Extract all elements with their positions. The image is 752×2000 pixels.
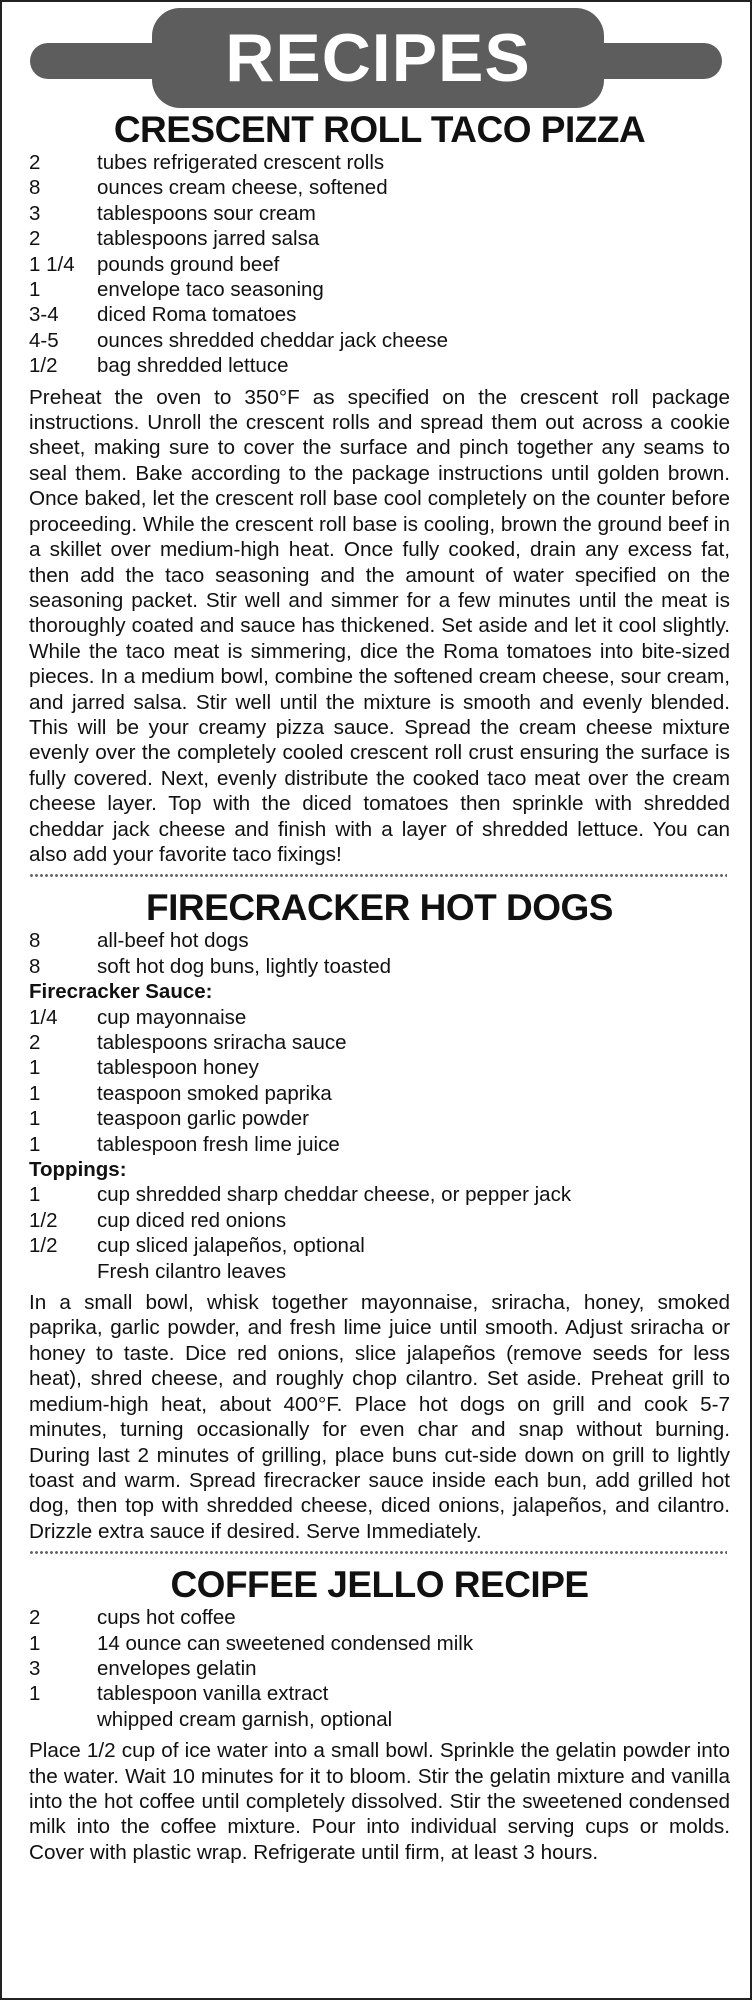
ingredient-item: tablespoons sour cream bbox=[97, 201, 316, 225]
ingredient-item: tablespoon vanilla extract bbox=[97, 1682, 329, 1706]
ingredient-row bbox=[29, 1208, 730, 1233]
ingredient-qty: 3 bbox=[29, 201, 41, 225]
recipe-firecracker-hot-dogs bbox=[2, 888, 750, 1544]
ingredient-qty: 3-4 bbox=[29, 303, 59, 327]
recipe-taco-pizza bbox=[2, 110, 750, 867]
ingredient-list bbox=[29, 1605, 730, 1732]
ingredient-row bbox=[29, 954, 730, 979]
ingredient-qty: 1 bbox=[29, 1081, 41, 1105]
ingredient-row bbox=[29, 150, 730, 175]
ingredient-qty: 1/2 bbox=[29, 1234, 58, 1258]
ingredient-row bbox=[29, 1631, 730, 1656]
ingredient-row bbox=[29, 1055, 730, 1080]
ingredient-row bbox=[29, 1605, 730, 1630]
ingredient-row bbox=[29, 201, 730, 226]
ingredient-row bbox=[29, 1005, 730, 1030]
ingredient-qty: 4-5 bbox=[29, 328, 59, 352]
ingredient-item: cups hot coffee bbox=[97, 1606, 236, 1630]
ingredient-qty: 1 bbox=[29, 1132, 41, 1156]
dotted-divider bbox=[29, 1550, 727, 1555]
ingredient-item: ounces cream cheese, softened bbox=[97, 176, 388, 200]
ingredient-item: tablespoon honey bbox=[97, 1056, 259, 1080]
rolling-pin-body bbox=[152, 8, 604, 108]
ingredient-item: all-beef hot dogs bbox=[97, 929, 249, 953]
ingredient-item: whipped cream garnish, optional bbox=[97, 1707, 393, 1731]
ingredient-item: bag shredded lettuce bbox=[97, 354, 289, 378]
ingredient-item: envelopes gelatin bbox=[97, 1656, 257, 1680]
ingredient-item: cup shredded sharp cheddar cheese, or pepper jack bbox=[97, 1183, 572, 1207]
ingredient-qty: 8 bbox=[29, 954, 41, 978]
ingredient-item: tablespoon fresh lime juice bbox=[97, 1132, 340, 1156]
ingredient-qty: 8 bbox=[29, 929, 41, 953]
ingredient-qty: 1 bbox=[29, 1682, 41, 1706]
ingredient-item: pounds ground beef bbox=[97, 252, 280, 276]
ingredient-row bbox=[29, 226, 730, 251]
ingredient-row bbox=[29, 1081, 730, 1106]
ingredient-item: soft hot dog buns, lightly toasted bbox=[97, 954, 392, 978]
recipe-directions: In a small bowl, whisk together mayonnaise, sriracha, honey, smoked paprika, garlic powder, and fresh lime juice until smooth. Adjust sriracha or honey to taste. Dice red onions, slice jalapeños (remove seeds for less heat), shred cheese, and roughly chop cilantro. Set aside. Preheat grill to medium-high heat, about 400°F. Place hot dogs on grill and cook 5-7 minutes, turning occasionally for even char and snap without burning. During last 2 minutes of grilling, place buns cut-side down on grill to lightly toast and warm. Spread firecracker sauce inside each bun, add grilled hot dog, then top with shredded cheese, diced onions, jalapeños, and cilantro. Drizzle extra sauce if desired. Serve Immediately. bbox=[29, 1291, 730, 1543]
ingredient-row bbox=[29, 1030, 730, 1055]
recipe-coffee-jello bbox=[2, 1565, 750, 1865]
ingredient-item: cup diced red onions bbox=[97, 1208, 287, 1232]
ingredient-qty bbox=[29, 1707, 97, 1732]
ingredient-qty: 1 bbox=[29, 1183, 41, 1207]
ingredient-row bbox=[29, 928, 730, 953]
sauce-heading: Firecracker Sauce: bbox=[29, 980, 213, 1004]
ingredient-item: Fresh cilantro leaves bbox=[97, 1259, 287, 1283]
ingredient-row bbox=[29, 328, 730, 353]
ingredient-item: cup mayonnaise bbox=[97, 1005, 247, 1029]
dotted-divider bbox=[29, 873, 727, 878]
ingredient-row bbox=[29, 1182, 730, 1207]
ingredient-qty bbox=[29, 1259, 97, 1284]
ingredient-row bbox=[29, 1259, 730, 1284]
ingredient-qty: 2 bbox=[29, 1606, 41, 1630]
ingredient-row bbox=[29, 1656, 730, 1681]
ingredient-row bbox=[29, 353, 730, 378]
ingredient-qty: 1/4 bbox=[29, 1005, 58, 1029]
ingredient-qty: 1 bbox=[29, 1107, 41, 1131]
ingredient-qty: 1 bbox=[29, 1631, 41, 1655]
ingredient-item: tubes refrigerated crescent rolls bbox=[97, 151, 385, 174]
ingredient-qty: 8 bbox=[29, 176, 41, 200]
ingredient-item: teaspoon smoked paprika bbox=[97, 1081, 332, 1105]
ingredient-qty: 1/2 bbox=[29, 354, 58, 378]
ingredient-list bbox=[29, 928, 730, 1284]
ingredient-row bbox=[29, 1707, 730, 1732]
ingredient-qty: 3 bbox=[29, 1656, 41, 1680]
ingredient-row bbox=[29, 1233, 730, 1258]
ingredient-item: tablespoons sriracha sauce bbox=[97, 1031, 347, 1054]
ingredient-qty: 1 bbox=[29, 278, 41, 302]
ingredient-qty: 2 bbox=[29, 227, 41, 251]
ingredient-item: diced Roma tomatoes bbox=[97, 303, 297, 327]
ingredient-row bbox=[29, 175, 730, 200]
ingredient-row bbox=[29, 1106, 730, 1131]
ingredient-qty: 2 bbox=[29, 151, 41, 174]
ingredient-qty: 1 1/4 bbox=[29, 252, 75, 276]
rolling-pin-banner bbox=[2, 2, 750, 114]
ingredient-qty: 1 bbox=[29, 1056, 41, 1080]
ingredient-list bbox=[29, 150, 730, 379]
ingredient-item: tablespoons jarred salsa bbox=[97, 227, 320, 251]
ingredient-item: 14 ounce can sweetened condensed milk bbox=[97, 1631, 474, 1655]
toppings-heading: Toppings: bbox=[29, 1158, 127, 1182]
banner-title: RECIPES bbox=[225, 20, 531, 96]
ingredient-item: ounces shredded cheddar jack cheese bbox=[97, 328, 449, 352]
ingredient-item: cup sliced jalapeños, optional bbox=[97, 1234, 365, 1258]
ingredient-item: teaspoon garlic powder bbox=[97, 1107, 309, 1131]
recipe-title: COFFEE JELLO RECIPE bbox=[170, 1564, 589, 1606]
ingredient-row bbox=[29, 252, 730, 277]
ingredient-row bbox=[29, 277, 730, 302]
ingredient-item: envelope taco seasoning bbox=[97, 278, 324, 302]
ingredient-row bbox=[29, 302, 730, 327]
recipe-title: FIRECRACKER HOT DOGS bbox=[146, 887, 613, 929]
ingredient-qty: 1/2 bbox=[29, 1208, 58, 1232]
ingredient-qty: 2 bbox=[29, 1031, 41, 1054]
recipe-title: CRESCENT ROLL TACO PIZZA bbox=[113, 109, 646, 150]
ingredient-row bbox=[29, 1681, 730, 1706]
recipe-directions: Place 1/2 cup of ice water into a small bowl. Sprinkle the gelatin powder into the water. Wait 10 minutes for it to bloom. Stir the gelatin mixture and vanilla into the hot coffee until completely dissolved. Stir the sweetened condensed milk into the coffee mixture. Pour into individual serving cups or molds. Cover with plastic wrap. Refrigerate until firm, at least 3 hours. bbox=[29, 1739, 730, 1864]
recipe-directions: Preheat the oven to 350°F as specified on the crescent roll package instructions. Unroll the crescent rolls and spread them out across a cookie sheet, making sure to cover the surface and pinch together any seams to seal them. Bake according to the package instructions until golden brown. Once baked, let the crescent roll base cool completely on the counter before proceeding. While the crescent roll base is cooling, brown the ground beef in a skillet over medium-high heat. Once fully cooked, drain any excess fat, then add the taco seasoning and the amount of water specified on the seasoning packet. Stir well and simmer for a few minutes until the meat is thoroughly coated and sauce has thickened. Set aside and let it cool slightly. While the taco meat is simmering, dice the Roma tomatoes into bite-sized pieces. In a medium bowl, combine the softened cream cheese, sour cream, and jarred salsa. Stir well until the mixture is smooth and evenly blended. This will be your creamy pizza sauce. Spread the cream cheese mixture evenly over the completely cooled crescent roll crust ensuring the surface is fully covered. Next, evenly distribute the cooked taco meat over the cream cheese layer. Top with the diced tomatoes then sprinkle with shredded cheddar jack cheese and finish with a layer of shredded lettuce. You can also add your favorite taco fixings! bbox=[29, 385, 730, 866]
ingredient-row bbox=[29, 1132, 730, 1157]
